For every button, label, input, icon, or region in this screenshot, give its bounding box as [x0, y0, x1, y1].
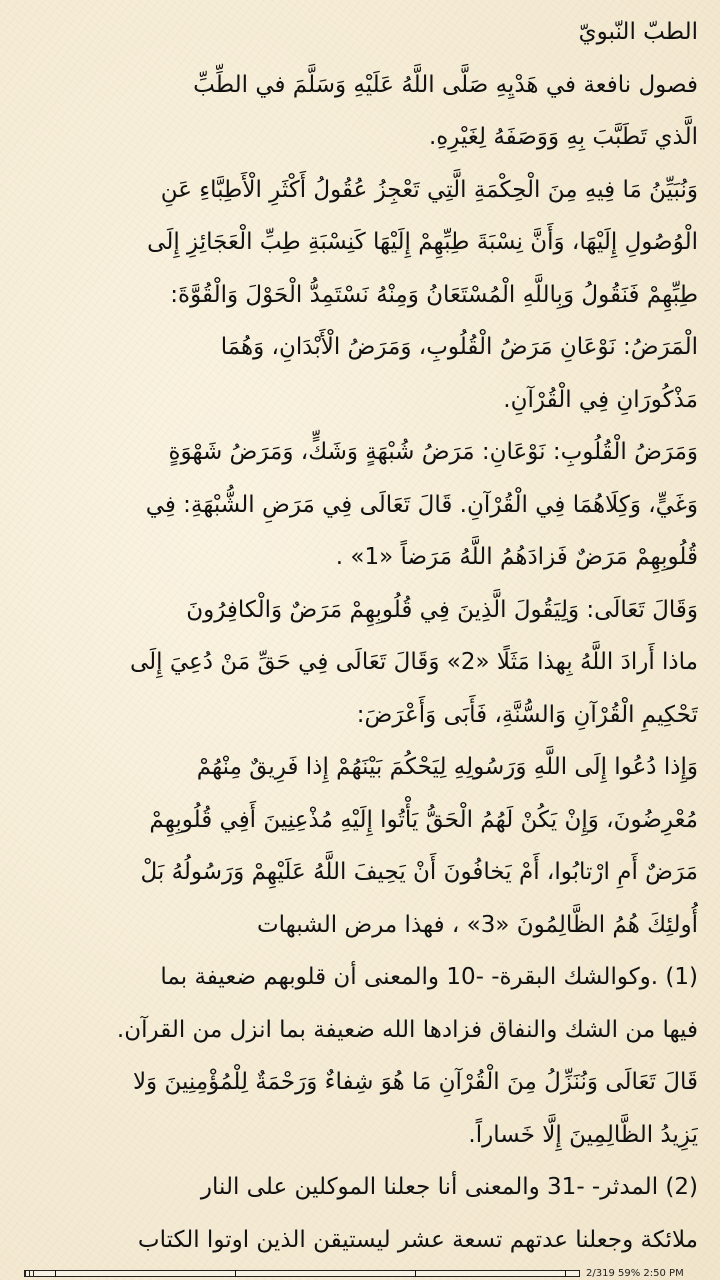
text-line: ملائكة وجعلنا عدتهم تسعة عشر ليستيقن الذين اوتوا الكتاب [137, 1226, 698, 1253]
chapter-marker [55, 1270, 56, 1277]
text-line: طِبِّهِمْ فَنَقُولُ وَبِاللَّهِ الْمُسْتَعَانُ وَمِنْهُ نَسْتَمِدُّ الْحَوْلَ وَالْقُوَّةَ: [170, 281, 698, 308]
chapter-marker [415, 1270, 416, 1277]
text-line: وَنُبَيِّنُ مَا فِيهِ مِنَ الْحِكْمَةِ الَّتِي تَعْجِزُ عُقُولُ أَكْثَرِ الْأَطِبَّاءِ عَنِ [160, 176, 698, 203]
text-line: (1) .وكوالشك البقرة- -10 والمعنى أن قلوبهم ضعيفة بما [160, 964, 698, 990]
text-line: وَغَيٍّ، وَكِلَاهُمَا فِي الْقُرْآنِ. قَالَ تَعَالَى فِي مَرَضِ الشُّبْهَةِ: فِي [145, 491, 698, 518]
text-line: وَقَالَ تَعَالَى: وَلِيَقُولَ الَّذِينَ فِي قُلُوبِهِمْ مَرَضٌ وَالْكافِرُونَ [186, 596, 698, 623]
reading-progress-bar[interactable] [24, 1270, 580, 1277]
text-line: وَمَرَضُ الْقُلُوبِ: نَوْعَانِ: مَرَضُ شُبْهَةٍ وَشَكٍّ، وَمَرَضُ شَهْوَةٍ [168, 439, 698, 465]
text-line: قُلُوبِهِمْ مَرَضٌ فَزادَهُمُ اللَّهُ مَرَضاً «1» . [335, 544, 698, 570]
text-line: الَّذي تَطَبَّبَ بِهِ وَوَصَفَهُ لِغَيْرِهِ. [428, 124, 698, 150]
chapter-marker [235, 1270, 236, 1277]
text-line: فيها من الشك والنفاق فزادها الله ضعيفة بما انزل من القرآن. [116, 1016, 698, 1043]
text-line: قَالَ تَعَالَى وَنُنَزِّلُ مِنَ الْقُرْآنِ مَا هُوَ شِفاءٌ وَرَحْمَةٌ لِلْمُؤْمِنِينَ وَلا [132, 1069, 698, 1095]
text-line: أُولئِكَ هُمُ الظَّالِمُونَ «3» ، فهذا مرض الشبهات [257, 911, 698, 938]
chapter-marker [565, 1270, 566, 1277]
reader-status-bar [0, 1266, 720, 1280]
text-line: الْمَرَضُ: نَوْعَانِ مَرَضُ الْقُلُوبِ، وَمَرَضُ الْأَبْدَانِ، وَهُمَا [220, 334, 698, 360]
text-line: مَذْكُورَانِ فِي الْقُرْآنِ. [503, 386, 698, 413]
text-line: تَحْكِيمِ الْقُرْآنِ وَالسُّنَّةِ، فَأَبَى وَأَعْرَضَ: [356, 701, 698, 728]
text-line: الطبّ النّبويّ [578, 19, 698, 45]
reading-progress-fill [25, 1271, 36, 1276]
text-line: يَزِيدُ الظَّالِمِينَ إِلَّا خَساراً. [468, 1121, 698, 1148]
text-line: وَإِذا دُعُوا إِلَى اللَّهِ وَرَسُولِهِ لِيَحْكُمَ بَيْنَهُمْ إِذا فَرِيقٌ مِنْهُمْ [196, 754, 698, 780]
book-page-text[interactable] [10, 6, 698, 1262]
page-battery-time-status: 2/319 59% 2:50 PM [586, 1267, 684, 1279]
text-line: الْوُصُولِ إِلَيْهَا، وَأَنَّ نِسْبَةَ طِبِّهِمْ إِلَيْهَا كَنِسْبَةِ طِبِّ الْعَجَائِزِ إِلَى [147, 229, 698, 255]
text-line: مَرَضٌ أَمِ ارْتابُوا، أَمْ يَخافُونَ أَنْ يَحِيفَ اللَّهُ عَلَيْهِمْ وَرَسُولُهُ بَلْ [140, 859, 698, 885]
text-line: فصول نافعة في هَدْيِهِ صَلَّى اللَّهُ عَلَيْهِ وَسَلَّمَ في الطِّبِّ [193, 71, 698, 98]
text-line: ماذا أَرادَ اللَّهُ بِهذا مَثَلًا «2» وَقَالَ تَعَالَى فِي حَقِّ مَنْ دُعِيَ إِلَى [129, 649, 698, 675]
text-line: مُعْرِضُونَ، وَإِنْ يَكُنْ لَهُمُ الْحَقُّ يَأْتُوا إِلَيْهِ مُذْعِنِينَ أَفِي قُلُوبِهِمْ [149, 806, 698, 833]
text-line: (2) المدثر- -31 والمعنى أنا جعلنا الموكلين على النار [200, 1174, 698, 1200]
